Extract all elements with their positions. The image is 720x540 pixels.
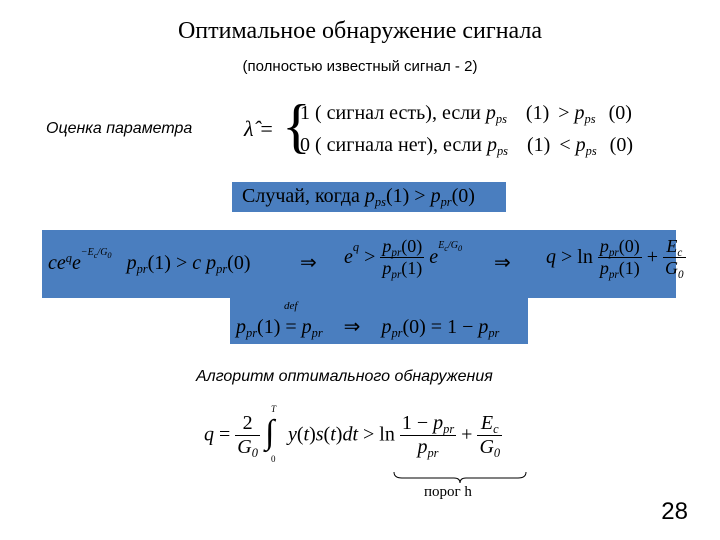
definition-formula: $p_{pr}(1) = p_{pr}$ ⇒ $p_{pr}(0) = 1 - p_{pr}$ xyxy=(236,316,500,341)
case-one-text: 1 ( сигнал есть), если xyxy=(300,102,481,124)
param-label: Оценка параметра xyxy=(46,120,193,137)
slide-subtitle: (полностью известный сигнал - 2) xyxy=(242,58,478,75)
case-box-formula: Случай, когда $p_{ps}(1) > p_{pr}(0)$ xyxy=(242,185,475,210)
case-box xyxy=(232,182,506,212)
estimate-formula xyxy=(240,93,633,160)
implies-icon-1: ⇒ xyxy=(300,252,317,274)
case-box-text: Случай, когда xyxy=(242,185,360,207)
brace-icon: { xyxy=(282,93,311,159)
inequality-mid: $e^q$ > $\frac{p_{pr}(0)}{p_{pr}(1)}$ $e^{E_c/G_0}$ xyxy=(344,236,463,281)
slide-title: Оптимальное обнаружение сигнала xyxy=(177,18,543,44)
lambda-hat: λ̂ = xyxy=(244,116,274,141)
def-marker: def xyxy=(284,300,298,312)
underbrace-icon xyxy=(392,470,528,484)
case-zero-row: 0 ( сигнала нет), если $p_{ps}$ $(1) < p_{ps}$ (0) xyxy=(300,134,633,159)
inequality-right: q > ln $\frac{p_{pr}(0)}{p_{pr}(1)}$ + $\frac{E_c}{G_0}$ xyxy=(546,236,684,281)
algorithm-formula xyxy=(204,402,544,502)
inequality-left: $ce^qe^{-E_c/G_0}$ $p_{pr}(1) > c$ $p_{pr}(0)$ xyxy=(48,247,251,277)
case-zero-text: 0 ( сигнала нет), если xyxy=(300,134,482,156)
derivation-box xyxy=(42,230,684,298)
algorithm-equation: q = $\frac{2}{G_0}$ T ∫ 0 y(t)s(t)dt > ln $\frac{1 - p_{pr}}{p_{pr}}$ + $\frac{E_c}{G_0}$ xyxy=(204,404,501,464)
page-number: 28 xyxy=(661,498,688,525)
definition-box xyxy=(230,298,528,344)
implies-icon-2: ⇒ xyxy=(494,252,511,274)
threshold-label: порог h xyxy=(424,484,472,500)
case-one-row: 1 ( сигнал есть), если $p_{ps}$ $(1) > p_{ps}$ (0) xyxy=(300,102,632,127)
algorithm-label: Алгоритм оптимального обнаружения xyxy=(196,368,493,385)
